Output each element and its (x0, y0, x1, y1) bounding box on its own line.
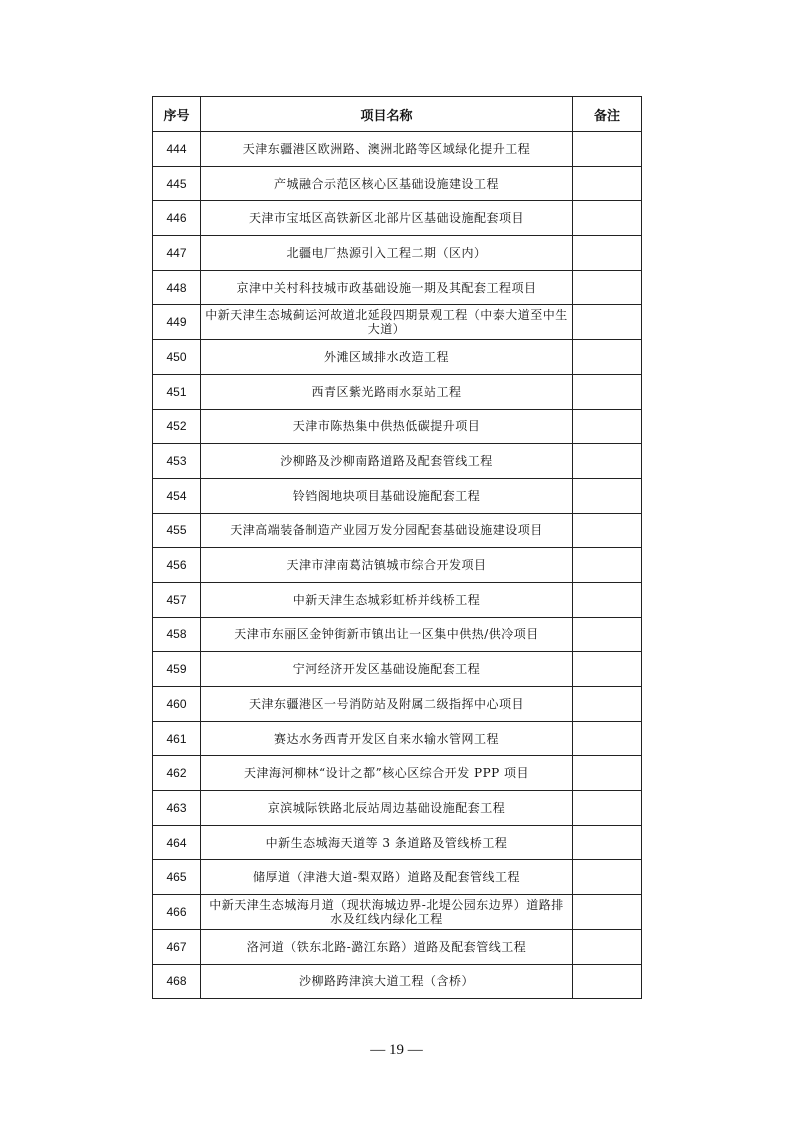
row-number: 460 (153, 687, 201, 722)
table-row (153, 721, 642, 756)
row-number: 461 (153, 721, 201, 756)
project-name: 赛达水务西青开发区自来水输水管网工程 (201, 721, 573, 756)
project-name: 天津高端装备制造产业园万发分园配套基础设施建设项目 (201, 513, 573, 548)
note-cell (573, 236, 642, 271)
note-cell (573, 513, 642, 548)
row-number: 445 (153, 166, 201, 201)
project-name: 铃铛阁地块项目基础设施配套工程 (201, 478, 573, 513)
table-row (153, 201, 642, 236)
table-row (153, 825, 642, 860)
note-cell (573, 895, 642, 930)
note-cell (573, 687, 642, 722)
project-name: 西青区紫光路雨水泵站工程 (201, 374, 573, 409)
project-name: 储厚道（津港大道-梨双路）道路及配套管线工程 (201, 860, 573, 895)
note-cell (573, 721, 642, 756)
table-row (153, 860, 642, 895)
project-name: 天津市陈热集中供热低碳提升项目 (201, 409, 573, 444)
project-table (152, 96, 642, 999)
table-body (153, 132, 642, 999)
note-cell (573, 305, 642, 340)
table-row (153, 582, 642, 617)
row-number: 452 (153, 409, 201, 444)
project-name: 外滩区域排水改造工程 (201, 340, 573, 375)
note-cell (573, 756, 642, 791)
table-row (153, 409, 642, 444)
table-row (153, 478, 642, 513)
table-row (153, 270, 642, 305)
project-name: 北疆电厂热源引入工程二期（区内） (201, 236, 573, 271)
row-number: 449 (153, 305, 201, 340)
project-name: 天津海河柳林“设计之都”核心区综合开发 PPP 项目 (201, 756, 573, 791)
row-number: 468 (153, 964, 201, 999)
project-name: 中新天津生态城海月道（现状海城边界-北堤公园东边界）道路排水及红线内绿化工程 (201, 895, 573, 930)
note-cell (573, 340, 642, 375)
note-cell (573, 201, 642, 236)
row-number: 447 (153, 236, 201, 271)
row-number: 454 (153, 478, 201, 513)
project-name: 沙柳路跨津滨大道工程（含桥） (201, 964, 573, 999)
note-cell (573, 617, 642, 652)
page-number: — 19 — (370, 1042, 423, 1058)
note-cell (573, 132, 642, 167)
table-row (153, 374, 642, 409)
row-number: 467 (153, 929, 201, 964)
row-number: 463 (153, 791, 201, 826)
project-name: 沙柳路及沙柳南路道路及配套管线工程 (201, 444, 573, 479)
table-row (153, 617, 642, 652)
table-row (153, 652, 642, 687)
row-number: 455 (153, 513, 201, 548)
note-cell (573, 444, 642, 479)
note-cell (573, 270, 642, 305)
header-project-name: 项目名称 (201, 97, 573, 132)
row-number: 466 (153, 895, 201, 930)
table-row (153, 929, 642, 964)
project-name: 宁河经济开发区基础设施配套工程 (201, 652, 573, 687)
table-row (153, 687, 642, 722)
header-note: 备注 (573, 97, 642, 132)
table-row (153, 444, 642, 479)
table-row (153, 756, 642, 791)
header-number: 序号 (153, 97, 201, 132)
note-cell (573, 652, 642, 687)
row-number: 453 (153, 444, 201, 479)
note-cell (573, 166, 642, 201)
table-row (153, 236, 642, 271)
project-name: 洛河道（铁东北路-潞江东路）道路及配套管线工程 (201, 929, 573, 964)
row-number: 456 (153, 548, 201, 583)
project-name: 天津东疆港区一号消防站及附属二级指挥中心项目 (201, 687, 573, 722)
project-name: 天津东疆港区欧洲路、澳洲北路等区域绿化提升工程 (201, 132, 573, 167)
note-cell (573, 791, 642, 826)
note-cell (573, 582, 642, 617)
note-cell (573, 374, 642, 409)
table-row (153, 305, 642, 340)
row-number: 451 (153, 374, 201, 409)
project-name: 京滨城际铁路北辰站周边基础设施配套工程 (201, 791, 573, 826)
note-cell (573, 548, 642, 583)
note-cell (573, 825, 642, 860)
table-row (153, 166, 642, 201)
project-name: 天津市津南葛沽镇城市综合开发项目 (201, 548, 573, 583)
note-cell (573, 478, 642, 513)
table-row (153, 791, 642, 826)
table-row (153, 964, 642, 999)
project-name: 产城融合示范区核心区基础设施建设工程 (201, 166, 573, 201)
table-row (153, 132, 642, 167)
project-name: 天津市东丽区金钟街新市镇出让一区集中供热/供冷项目 (201, 617, 573, 652)
table-row (153, 895, 642, 930)
project-name: 京津中关村科技城市政基础设施一期及其配套工程项目 (201, 270, 573, 305)
row-number: 464 (153, 825, 201, 860)
row-number: 459 (153, 652, 201, 687)
row-number: 444 (153, 132, 201, 167)
table-header-row (153, 97, 642, 132)
project-name: 中新天津生态城蓟运河故道北延段四期景观工程（中泰大道至中生大道） (201, 305, 573, 340)
note-cell (573, 964, 642, 999)
row-number: 446 (153, 201, 201, 236)
row-number: 450 (153, 340, 201, 375)
row-number: 462 (153, 756, 201, 791)
table-row (153, 513, 642, 548)
row-number: 448 (153, 270, 201, 305)
table-row (153, 548, 642, 583)
row-number: 458 (153, 617, 201, 652)
note-cell (573, 409, 642, 444)
note-cell (573, 860, 642, 895)
project-name: 天津市宝坻区高铁新区北部片区基础设施配套项目 (201, 201, 573, 236)
project-name: 中新天津生态城彩虹桥并线桥工程 (201, 582, 573, 617)
note-cell (573, 929, 642, 964)
row-number: 457 (153, 582, 201, 617)
table-row (153, 340, 642, 375)
project-name: 中新生态城海天道等 3 条道路及管线桥工程 (201, 825, 573, 860)
row-number: 465 (153, 860, 201, 895)
